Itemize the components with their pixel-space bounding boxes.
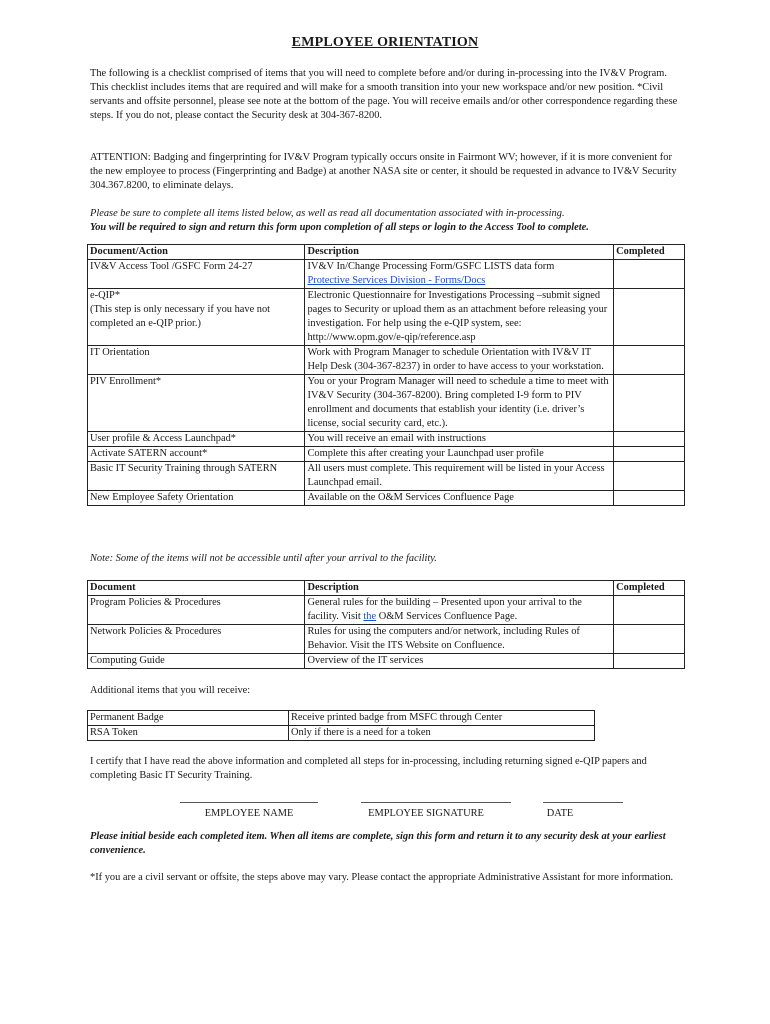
completed-cell[interactable]: [614, 289, 685, 346]
cell-description: Only if there is a need for a token: [289, 726, 595, 741]
table-row: [88, 625, 685, 654]
footnote: *If you are a civil servant or offsite, the steps above may vary. Please contact the appropriate Administrative Assistant for more information.: [90, 872, 674, 883]
table-row: [88, 289, 685, 346]
accessibility-note: Note: Some of the items will not be accessible until after your arrival to the facility.: [90, 553, 437, 564]
completed-cell[interactable]: [614, 375, 685, 432]
cell-description: Receive printed badge from MSFC through Center: [289, 711, 595, 726]
cell-document: Activate SATERN account*: [88, 447, 305, 462]
completed-cell[interactable]: [614, 654, 685, 669]
cell-document: Program Policies & Procedures: [88, 596, 305, 625]
cell-description: [305, 596, 614, 625]
cell-document: New Employee Safety Orientation: [88, 491, 305, 506]
table-row: [88, 375, 685, 432]
header-description: Description: [305, 245, 614, 260]
header-completed: Completed: [614, 581, 685, 596]
cell-item: RSA Token: [88, 726, 289, 741]
cell-description: [305, 260, 614, 289]
table-header-row: [88, 581, 685, 596]
forms-docs-link[interactable]: Protective Services Division - Forms/Docs: [307, 275, 486, 286]
additional-items-label: Additional items that you will receive:: [90, 685, 251, 696]
cell-document: PIV Enrollment*: [88, 375, 305, 432]
table-row: [88, 711, 595, 726]
table-row: [88, 596, 685, 625]
date-label: DATE: [546, 808, 574, 819]
table-header-row: [88, 245, 685, 260]
employee-name-label: EMPLOYEE NAME: [204, 808, 294, 819]
confluence-link[interactable]: the: [363, 611, 377, 622]
completed-cell[interactable]: [614, 596, 685, 625]
cell-item: Permanent Badge: [88, 711, 289, 726]
document-title: e-QIP*: [90, 290, 121, 301]
cell-description: Available on the O&M Services Confluence Page: [305, 491, 614, 506]
cell-description: Work with Program Manager to schedule Orientation with IV&V IT Help Desk (304-367-8237) in order to have access to your workstation.: [305, 346, 614, 375]
header-completed: Completed: [614, 245, 685, 260]
checklist-table: [87, 244, 685, 506]
table-row: [88, 462, 685, 491]
description-text: O&M Services Confluence Page.: [376, 611, 518, 622]
return-instructions: Please initial beside each completed item. When all items are complete, sign this form and return it to any security desk at your earliest convenience.: [90, 831, 666, 856]
cell-document: Network Policies & Procedures: [88, 625, 305, 654]
employee-name-line[interactable]: [180, 802, 318, 803]
table-row: [88, 654, 685, 669]
completed-cell[interactable]: [614, 625, 685, 654]
header-document: Document: [88, 581, 305, 596]
instructions-bold: You will be required to sign and return this form upon completion of all steps or login to the Access Tool to complete.: [90, 222, 589, 233]
completed-cell[interactable]: [614, 447, 685, 462]
header-document-action: Document/Action: [88, 245, 305, 260]
table-row: [88, 726, 595, 741]
completed-cell[interactable]: [614, 432, 685, 447]
table-row: [88, 432, 685, 447]
table-row: [88, 260, 685, 289]
cell-description: All users must complete. This requirement will be listed in your Access Launchpad email.: [305, 462, 614, 491]
cell-description: Complete this after creating your Launchpad user profile: [305, 447, 614, 462]
document-note: (This step is only necessary if you have not completed an e-QIP prior.): [90, 304, 271, 329]
additional-items-table: [87, 710, 595, 741]
cell-description: You will receive an email with instructions: [305, 432, 614, 447]
completed-cell[interactable]: [614, 346, 685, 375]
cell-document: Computing Guide: [88, 654, 305, 669]
cell-document: [88, 289, 305, 346]
employee-signature-line[interactable]: [361, 802, 511, 803]
header-description: Description: [305, 581, 614, 596]
table-row: [88, 491, 685, 506]
completed-cell[interactable]: [614, 260, 685, 289]
cell-description: Overview of the IT services: [305, 654, 614, 669]
cell-document: IT Orientation: [88, 346, 305, 375]
completed-cell[interactable]: [614, 462, 685, 491]
cell-description: Rules for using the computers and/or network, including Rules of Behavior. Visit the ITS Website on Confluence.: [305, 625, 614, 654]
certification-text: I certify that I have read the above information and completed all steps for in-processing, including returning signed e-QIP papers and completing Basic IT Security Training.: [90, 756, 647, 781]
instructions-italic: Please be sure to complete all items listed below, as well as read all documentation associated with in-processing.: [90, 208, 565, 219]
page-title: EMPLOYEE ORIENTATION: [291, 35, 479, 50]
date-line[interactable]: [543, 802, 623, 803]
cell-document: IV&V Access Tool /GSFC Form 24-27: [88, 260, 305, 289]
cell-document: Basic IT Security Training through SATERN: [88, 462, 305, 491]
attention-paragraph: ATTENTION: Badging and fingerprinting for IV&V Program typically occurs onsite in Fairmont WV; however, if it is more convenient for the new employee to process (Fingerprinting and Badge) at another NASA site or center, it should be requested in advance to IV&V Security 304.367.8200, to eliminate delays.: [90, 152, 677, 191]
employee-signature-label: EMPLOYEE SIGNATURE: [368, 808, 484, 819]
cell-description: You or your Program Manager will need to schedule a time to meet with IV&V Security (304-367-8200). Bring completed I-9 form to PIV enrollment and documents that establish your identity (i.e. driver’s license, social security card, etc.).: [305, 375, 614, 432]
table-row: [88, 346, 685, 375]
intro-paragraph: The following is a checklist comprised of items that you will need to complete before and/or during in-processing into the IV&V Program. This checklist includes items that are required and will make for a smooth transition into your new workspace and/or new position. *Civil servants and offsite personnel, please see note at the bottom of the page. You will receive emails and/or other correspondence regarding these steps. If you do not, please contact the Security desk at 304-367-8200.: [90, 68, 678, 121]
description-text: IV&V In/Change Processing Form/GSFC LISTS data form: [307, 261, 555, 272]
table-row: [88, 447, 685, 462]
cell-document: User profile & Access Launchpad*: [88, 432, 305, 447]
cell-description: Electronic Questionnaire for Investigations Processing –submit signed pages to Security or upload them as an attachment before releasing your investigation. For help using the e-QIP system, see: http://www.opm.gov/e-qip/reference.asp: [305, 289, 614, 346]
description-text: General rules for the building – Presented upon your arrival to the facility. Visit: [307, 597, 582, 622]
completed-cell[interactable]: [614, 491, 685, 506]
documents-table: [87, 580, 685, 669]
